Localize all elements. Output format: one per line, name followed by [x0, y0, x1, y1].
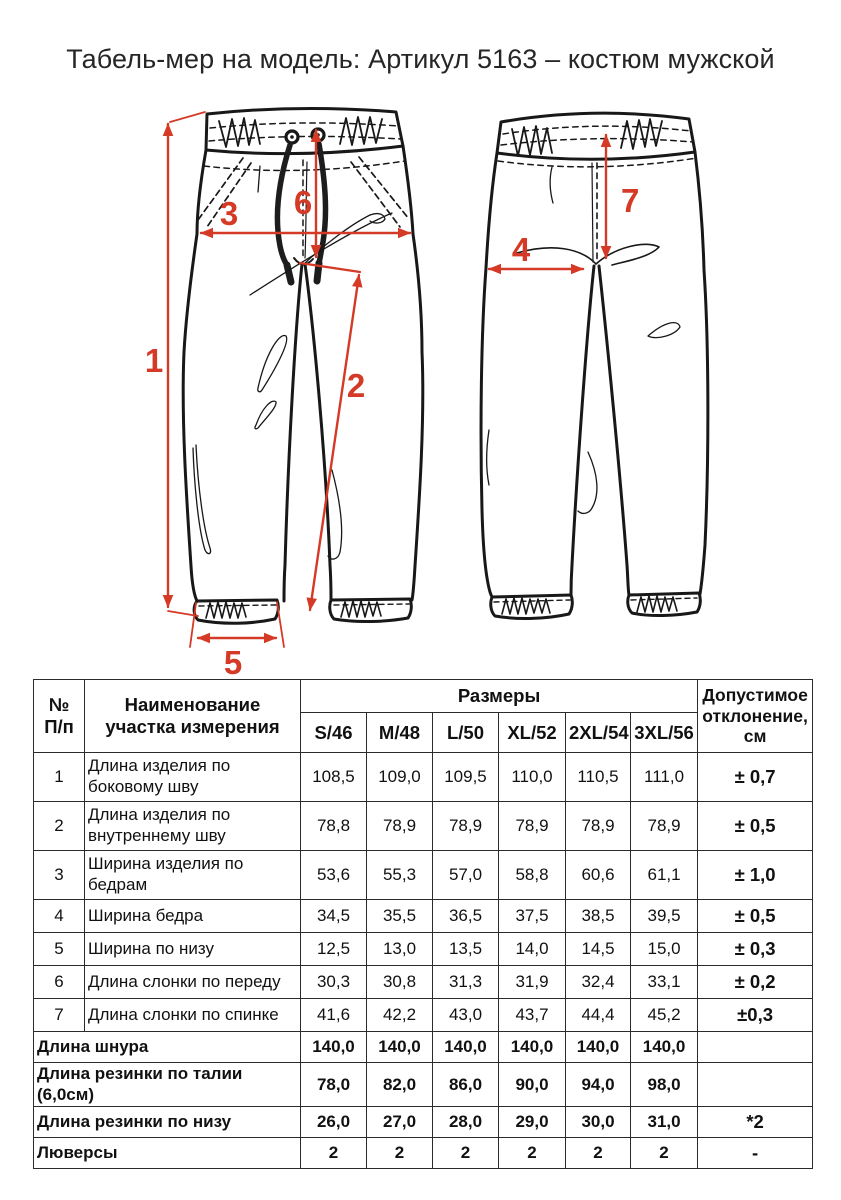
measurement-row: [34, 802, 813, 851]
measurement-name-cell: Длина слонки по спинке: [85, 999, 301, 1032]
size-value-cell: 78,9: [499, 802, 566, 851]
summary-label-cell: Люверсы: [34, 1138, 301, 1169]
size-value-cell: 53,6: [301, 851, 367, 900]
measurement-name-cell: Длина слонки по переду: [85, 966, 301, 999]
size-value-cell: 2: [367, 1138, 433, 1169]
dimension-label-6: 6: [293, 184, 313, 221]
measurement-table: [33, 679, 813, 1169]
size-value-cell: 2: [301, 1138, 367, 1169]
size-header: L/50: [433, 713, 499, 753]
summary-label-cell: Длина резинки по талии (6,0см): [34, 1063, 301, 1107]
front-cuffs: [194, 599, 411, 623]
row-number-cell: 7: [34, 999, 85, 1032]
size-value-cell: 42,2: [367, 999, 433, 1032]
dimension-label-3: 3: [219, 195, 239, 232]
header-tolerance: Допустимое отклонение, см: [698, 680, 813, 753]
tolerance-cell: ± 0,5: [698, 900, 813, 933]
size-value-cell: 41,6: [301, 999, 367, 1032]
summary-row: [34, 1063, 813, 1107]
front-left-side-seam: [183, 150, 206, 601]
tolerance-cell: [698, 1063, 813, 1107]
header-num: № П/п: [34, 680, 85, 753]
size-value-cell: 109,0: [367, 753, 433, 802]
size-value-cell: 2: [631, 1138, 698, 1169]
technical-drawing: [0, 95, 841, 680]
table-header-row: [34, 680, 813, 713]
size-header: 2XL/54: [566, 713, 631, 753]
tolerance-cell: ± 0,2: [698, 966, 813, 999]
tolerance-cell: ± 0,7: [698, 753, 813, 802]
tolerance-cell: ± 0,3: [698, 933, 813, 966]
pants-back-view: [481, 113, 708, 618]
size-header: S/46: [301, 713, 367, 753]
dimension-label-7: 7: [621, 182, 640, 219]
size-value-cell: 98,0: [631, 1063, 698, 1107]
summary-row: [34, 1138, 813, 1169]
size-value-cell: 140,0: [566, 1032, 631, 1063]
size-value-cell: 45,2: [631, 999, 698, 1032]
size-value-cell: 82,0: [367, 1063, 433, 1107]
size-value-cell: 31,0: [631, 1107, 698, 1138]
summary-row: [34, 1107, 813, 1138]
size-value-cell: 37,5: [499, 900, 566, 933]
measurement-name-cell: Ширина по низу: [85, 933, 301, 966]
size-value-cell: 39,5: [631, 900, 698, 933]
size-value-cell: 15,0: [631, 933, 698, 966]
tolerance-cell: *2: [698, 1107, 813, 1138]
tolerance-cell: ± 1,0: [698, 851, 813, 900]
size-header: M/48: [367, 713, 433, 753]
size-value-cell: 35,5: [367, 900, 433, 933]
dim5-extension: [277, 602, 284, 647]
size-value-cell: 90,0: [499, 1063, 566, 1107]
header-measurement-name: Наименование участка измерения: [85, 680, 301, 753]
size-value-cell: 94,0: [566, 1063, 631, 1107]
size-value-cell: 43,0: [433, 999, 499, 1032]
measurement-name-cell: Длина изделия по внутреннему шву: [85, 802, 301, 851]
size-value-cell: 13,0: [367, 933, 433, 966]
size-value-cell: 30,8: [367, 966, 433, 999]
size-header: XL/52: [499, 713, 566, 753]
dim1-extension: [170, 112, 205, 122]
size-value-cell: 13,5: [433, 933, 499, 966]
back-wrinkles: [487, 167, 680, 513]
dimension-label-1: 1: [144, 342, 164, 379]
size-value-cell: 58,8: [499, 851, 566, 900]
size-value-cell: 26,0: [301, 1107, 367, 1138]
size-value-cell: 57,0: [433, 851, 499, 900]
size-value-cell: 30,0: [566, 1107, 631, 1138]
size-value-cell: 140,0: [301, 1032, 367, 1063]
size-value-cell: 61,1: [631, 851, 698, 900]
measurement-name-cell: Длина изделия по боковому шву: [85, 753, 301, 802]
size-value-cell: 2: [566, 1138, 631, 1169]
row-number-cell: 2: [34, 802, 85, 851]
size-value-cell: 78,9: [433, 802, 499, 851]
size-value-cell: 60,6: [566, 851, 631, 900]
measurement-name-cell: Ширина бедра: [85, 900, 301, 933]
size-value-cell: 36,5: [433, 900, 499, 933]
size-value-cell: 140,0: [631, 1032, 698, 1063]
back-cuffs: [491, 593, 701, 618]
size-value-cell: 34,5: [301, 900, 367, 933]
size-value-cell: 140,0: [433, 1032, 499, 1063]
row-number-cell: 5: [34, 933, 85, 966]
tolerance-cell: [698, 1032, 813, 1063]
row-number-cell: 1: [34, 753, 85, 802]
size-value-cell: 29,0: [499, 1107, 566, 1138]
size-value-cell: 27,0: [367, 1107, 433, 1138]
dim2-extension: [300, 263, 360, 272]
measurement-row: [34, 900, 813, 933]
dimension-label-2: 2: [346, 367, 366, 404]
size-value-cell: 30,3: [301, 966, 367, 999]
size-value-cell: 111,0: [631, 753, 698, 802]
dimension-label-5: 5: [223, 644, 243, 680]
size-value-cell: 44,4: [566, 999, 631, 1032]
size-value-cell: 43,7: [499, 999, 566, 1032]
size-value-cell: 2: [433, 1138, 499, 1169]
size-value-cell: 78,0: [301, 1063, 367, 1107]
size-value-cell: 31,9: [499, 966, 566, 999]
back-left-side-seam: [481, 153, 497, 597]
size-value-cell: 110,5: [566, 753, 631, 802]
tolerance-cell: ± 0,5: [698, 802, 813, 851]
size-value-cell: 86,0: [433, 1063, 499, 1107]
size-value-cell: 78,9: [631, 802, 698, 851]
size-value-cell: 55,3: [367, 851, 433, 900]
measurement-row: [34, 999, 813, 1032]
size-value-cell: 33,1: [631, 966, 698, 999]
size-value-cell: 140,0: [499, 1032, 566, 1063]
tolerance-cell: -: [698, 1138, 813, 1169]
size-value-cell: 109,5: [433, 753, 499, 802]
measurement-row: [34, 753, 813, 802]
dim2-arrow: [310, 275, 359, 610]
back-right-side-seam: [695, 152, 708, 594]
pants-sketch-svg: [0, 95, 841, 680]
row-number-cell: 3: [34, 851, 85, 900]
summary-row: [34, 1032, 813, 1063]
summary-label-cell: Длина резинки по низу: [34, 1107, 301, 1138]
size-value-cell: 31,3: [433, 966, 499, 999]
measurement-row: [34, 966, 813, 999]
size-value-cell: 78,8: [301, 802, 367, 851]
tolerance-cell: ±0,3: [698, 999, 813, 1032]
row-number-cell: 6: [34, 966, 85, 999]
page-title: Табель-мер на модель: Артикул 5163 – костюм мужской: [66, 44, 775, 74]
dimension-label-4: 4: [511, 231, 531, 268]
header-sizes-group: Размеры: [301, 680, 698, 713]
back-right-inseam: [599, 266, 629, 595]
size-table-body: [34, 753, 813, 1169]
size-value-cell: 108,5: [301, 753, 367, 802]
row-number-cell: 4: [34, 900, 85, 933]
size-value-cell: 28,0: [433, 1107, 499, 1138]
back-seat-curve: [517, 244, 659, 265]
front-left-inseam: [284, 264, 302, 601]
size-value-cell: 78,9: [566, 802, 631, 851]
back-left-inseam: [571, 266, 594, 595]
measurement-name-cell: Ширина изделия по бедрам: [85, 851, 301, 900]
size-value-cell: 38,5: [566, 900, 631, 933]
measurement-row: [34, 851, 813, 900]
size-value-cell: 32,4: [566, 966, 631, 999]
size-value-cell: 12,5: [301, 933, 367, 966]
size-value-cell: 14,5: [566, 933, 631, 966]
size-value-cell: 110,0: [499, 753, 566, 802]
size-header: 3XL/56: [631, 713, 698, 753]
size-value-cell: 78,9: [367, 802, 433, 851]
size-value-cell: 2: [499, 1138, 566, 1169]
back-center-seam-solid: [592, 163, 593, 262]
measurement-row: [34, 933, 813, 966]
size-value-cell: 14,0: [499, 933, 566, 966]
summary-label-cell: Длина шнура: [34, 1032, 301, 1063]
size-value-cell: 140,0: [367, 1032, 433, 1063]
